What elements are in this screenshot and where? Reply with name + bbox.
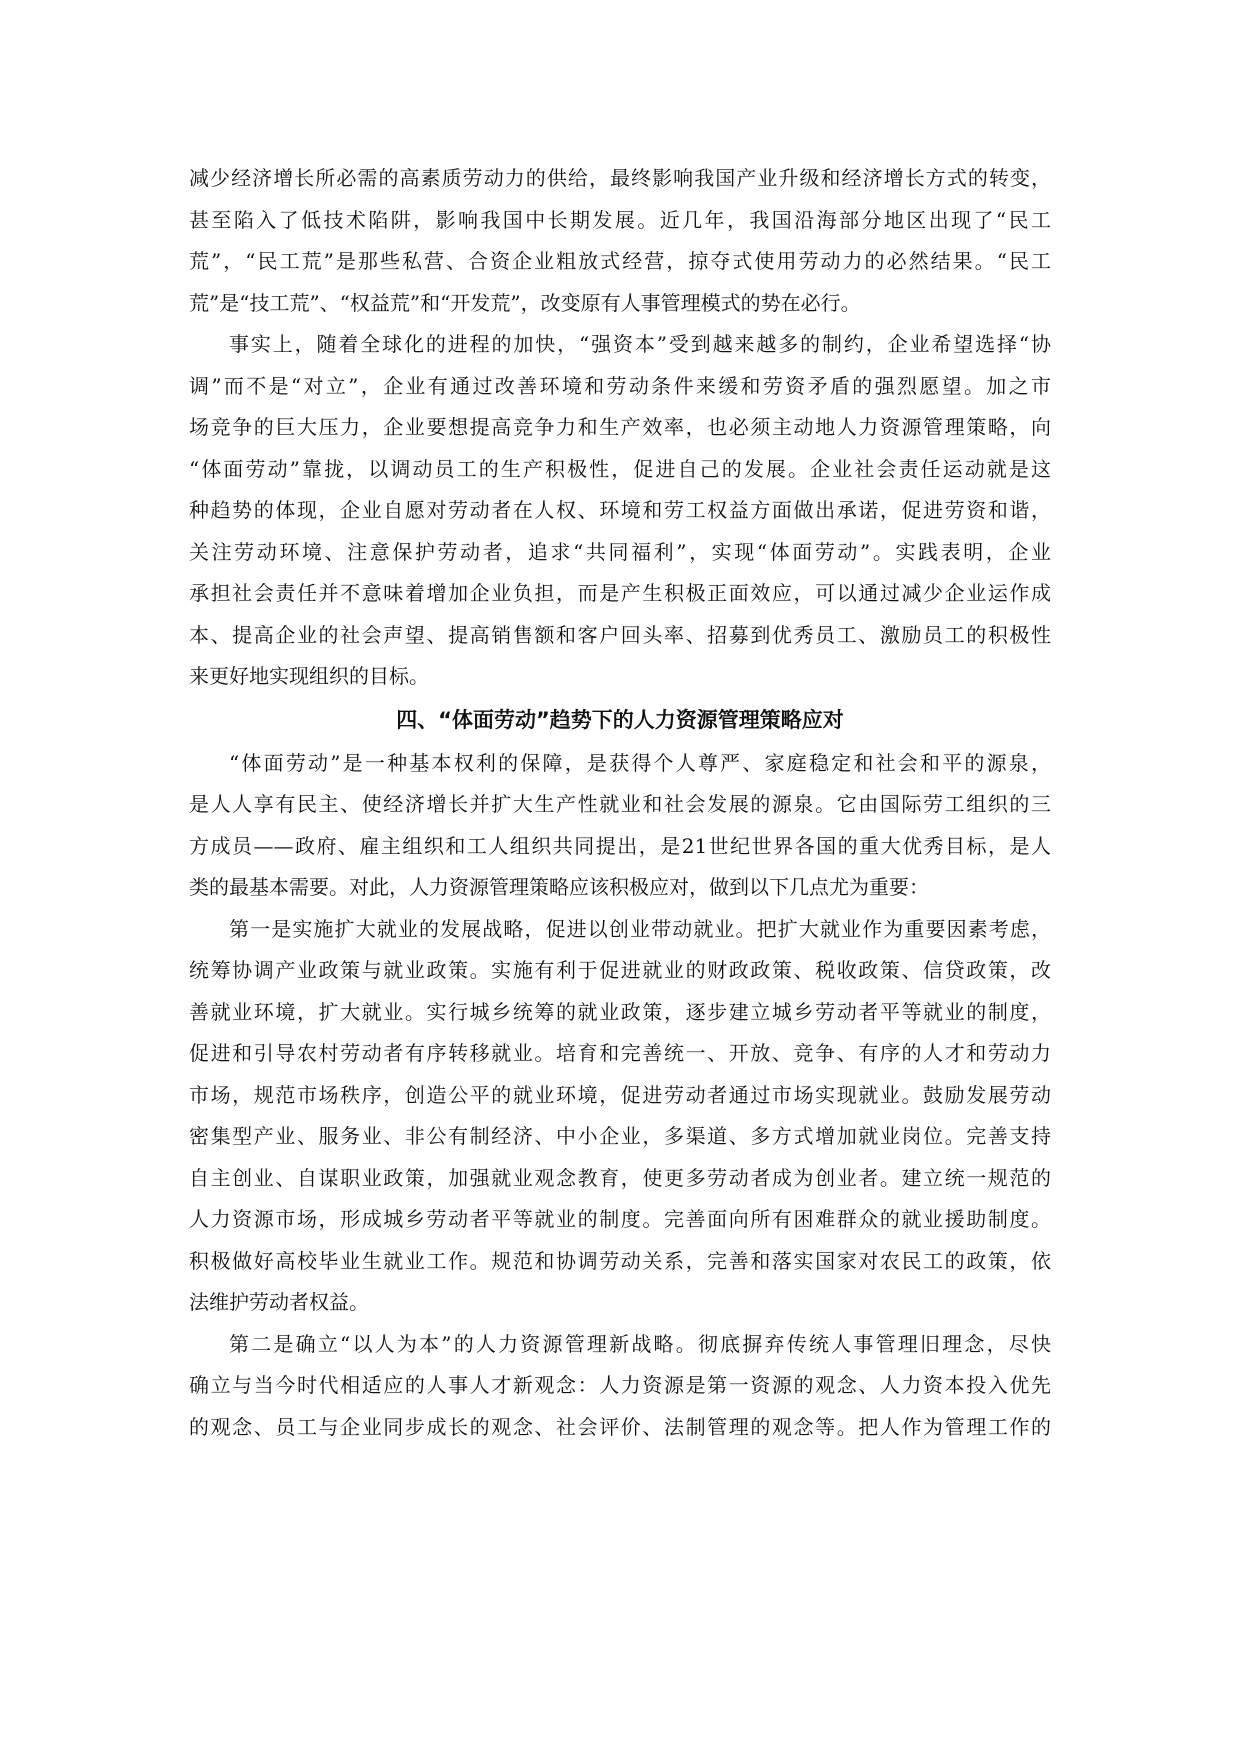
text-line: 促进和引导农村劳动者有序转移就业。培育和完善统一、开放、竞争、有序的人才和劳动力 — [189, 1041, 1051, 1065]
text-line: 的观念、员工与企业同步成长的观念、社会评价、法制管理的观念等。把人作为管理工作的 — [189, 1414, 1051, 1439]
text-line: 法维护劳动者权益。 — [189, 1290, 369, 1314]
text-line: 第二是确立“以人为本”的人力资源管理新战略。彻底摒弃传统人事管理旧理念，尽快 — [229, 1331, 1051, 1356]
text-line: 来更好地实现组织的目标。 — [189, 664, 429, 688]
paragraph-3 — [189, 743, 1051, 909]
text-line: 方成员——政府、雇主组织和工人组织共同提出，是21世纪世界各国的重大优秀目标，是人 — [189, 833, 1051, 858]
text-line: 事实上，随着全球化的进程的加快，“强资本”受到越来越多的制约，企业希望选择“协 — [229, 332, 1051, 356]
text-line: 甚至陷入了低技术陷阱，影响我国中长期发展。近几年，我国沿海部分地区出现了“民工 — [189, 207, 1051, 232]
text-line: 关注劳动环境、注意保护劳动者，追求“共同福利”，实现“体面劳动”。实践表明，企业 — [189, 539, 1051, 564]
paragraph-4 — [189, 909, 1051, 1324]
text-line: 本、提高企业的社会声望、提高销售额和客户回头率、招募到优秀员工、激励员工的积极性 — [189, 622, 1051, 647]
document-page — [189, 158, 1051, 1448]
text-line: “体面劳动”是一种基本权利的保障，是获得个人尊严、家庭稳定和社会和平的源泉， — [229, 750, 1051, 775]
text-line: 市场，规范市场秩序，创造公平的就业环境，促进劳动者通过市场实现就业。鼓励发展劳动 — [189, 1082, 1051, 1107]
text-line: 统筹协调产业政策与就业政策。实施有利于促进就业的财政政策、税收政策、信贷政策，改 — [189, 958, 1051, 982]
text-line: 积极做好高校毕业生就业工作。规范和协调劳动关系，完善和落实国家对农民工的政策，依 — [189, 1248, 1051, 1273]
section-heading: 四、“体面劳动”趋势下的人力资源管理策略应对 — [396, 707, 844, 732]
text-line: 调”而不是“对立”，企业有通过改善环境和劳动条件来缓和劳资矛盾的强烈愿望。加之市 — [189, 373, 1051, 398]
text-line: 密集型产业、服务业、非公有制经济、中小企业，多渠道、多方式增加就业岗位。完善支持 — [189, 1124, 1051, 1148]
text-line: 是人人享有民主、使经济增长并扩大生产性就业和社会发展的源泉。它由国际劳工组织的三 — [189, 792, 1051, 816]
paragraph-2 — [189, 324, 1051, 698]
paragraph-5 — [189, 1324, 1051, 1449]
text-line: 荒”是“技工荒”、“权益荒”和“开发荒”，改变原有人事管理模式的势在必行。 — [189, 290, 861, 315]
text-line: 类的最基本需要。对此，人力资源管理策略应该积极应对，做到以下几点尤为重要： — [189, 875, 929, 899]
text-line: 第一是实施扩大就业的发展战略，促进以创业带动就业。把扩大就业作为重要因素考虑， — [229, 916, 1051, 941]
text-line: 种趋势的体现，企业自愿对劳动者在人权、环境和劳工权益方面做出承诺，促进劳资和谐， — [189, 498, 1051, 522]
text-line: 减少经济增长所必需的高素质劳动力的供给，最终影响我国产业升级和经济增长方式的转变， — [189, 166, 1051, 190]
text-line: “体面劳动”靠拢，以调动员工的生产积极性，促进自己的发展。企业社会责任运动就是这 — [189, 456, 1051, 481]
text-line: 场竞争的巨大压力，企业要想提高竞争力和生产效率，也必须主动地人力资源管理策略，向 — [189, 415, 1051, 439]
text-line: 荒”，“民工荒”是那些私营、合资企业粗放式经营，掠夺式使用劳动力的必然结果。“民工 — [189, 249, 1051, 273]
text-line: 善就业环境，扩大就业。实行城乡统筹的就业政策，逐步建立城乡劳动者平等就业的制度， — [189, 999, 1051, 1024]
paragraph-1 — [189, 158, 1051, 324]
text-line: 人力资源市场，形成城乡劳动者平等就业的制度。完善面向所有困难群众的就业援助制度。 — [189, 1207, 1051, 1231]
text-line: 自主创业、自谋职业政策，加强就业观念教育，使更多劳动者成为创业者。建立统一规范的 — [189, 1165, 1051, 1190]
text-line: 承担社会责任并不意味着增加企业负担，而是产生积极正面效应，可以通过减少企业运作成 — [189, 581, 1051, 605]
text-line: 确立与当今时代相适应的人事人才新观念：人力资源是第一资源的观念、人力资本投入优先 — [189, 1373, 1051, 1397]
